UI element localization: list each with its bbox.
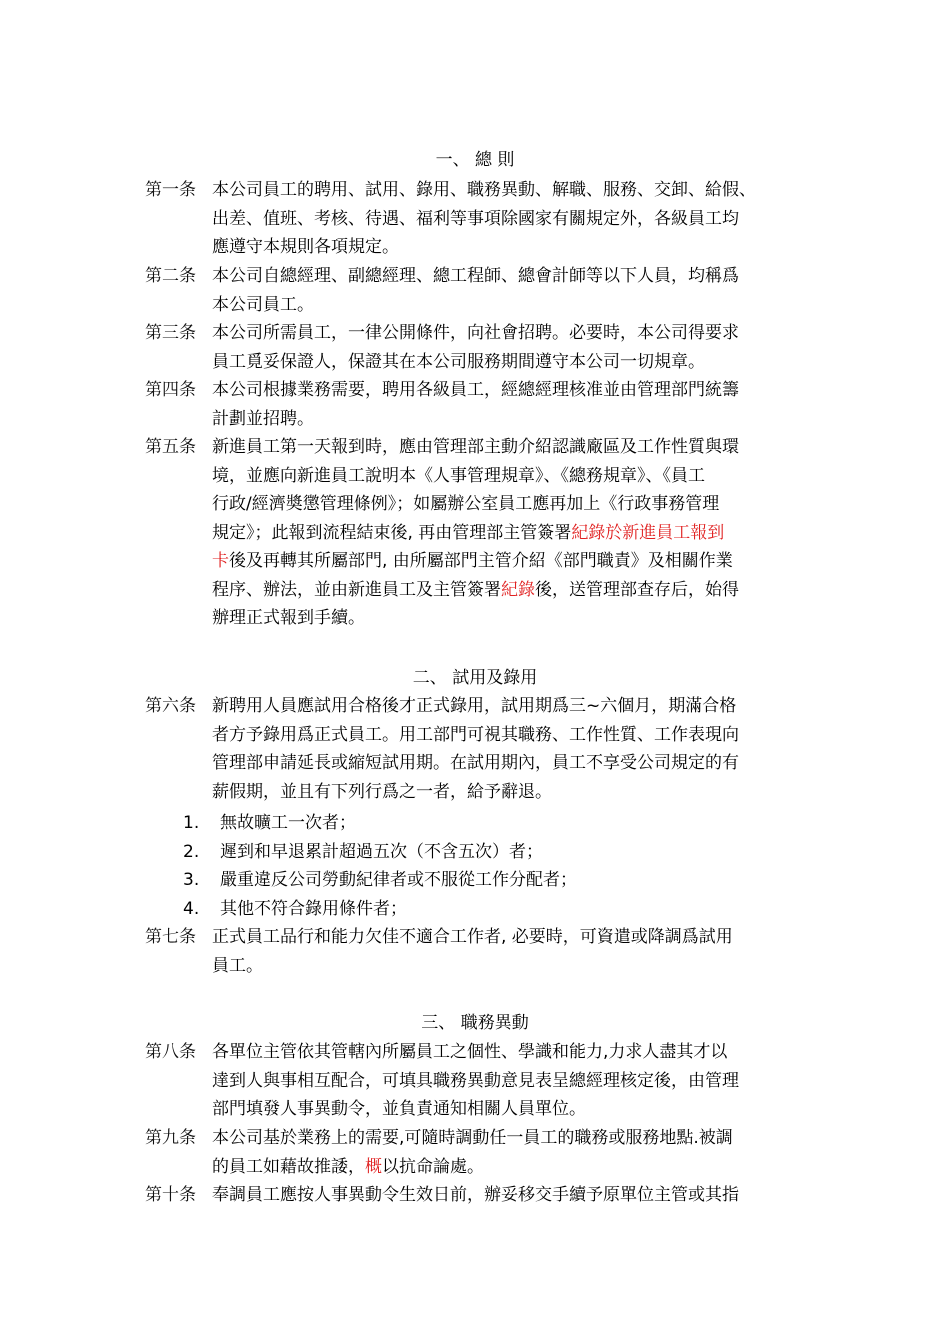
article-label: 第三条	[145, 323, 196, 343]
article-line	[212, 348, 822, 377]
article-line	[212, 433, 822, 462]
article-body	[212, 319, 822, 376]
article-line	[212, 952, 822, 981]
list-item-number: 4.	[183, 899, 200, 919]
article-body	[212, 1181, 822, 1210]
article-body	[212, 1124, 822, 1181]
list-item-number: 1.	[183, 813, 200, 833]
article-text: 管理部申請延長或縮短試用期。在試用期內，員工不享受公司規定的有	[212, 753, 739, 773]
highlighted-text: 卡	[212, 551, 229, 571]
section-heading-general: 一、 總 則	[435, 150, 515, 170]
article-line	[212, 1153, 822, 1182]
article-text: 正式員工品行和能力欠佳不適合工作者, 必要時，可資遣或降調爲試用	[212, 927, 733, 947]
article-line	[212, 519, 822, 548]
list-item-text: 無故曠工一次者；	[220, 813, 356, 833]
article-body	[212, 692, 822, 806]
article-line	[212, 1038, 822, 1067]
article-text: 本公司基於業務上的需要,可隨時調動任一員工的職務或服務地點.被調	[212, 1128, 733, 1148]
article-body	[212, 176, 822, 262]
list-item-number: 2.	[183, 842, 200, 862]
highlighted-text: 紀錄於新進員工報到	[571, 522, 725, 543]
article-line	[212, 576, 822, 605]
article-text: 以抗命論處。	[382, 1156, 484, 1177]
highlighted-text: 紀錄	[501, 579, 535, 600]
article-text: 本公司根據業務需要，聘用各級員工，經總經理核准並由管理部門統籌	[212, 380, 739, 400]
article-text: 部門填發人事異動令，並負責通知相關人員單位。	[212, 1099, 586, 1119]
article-label: 第二条	[145, 266, 196, 286]
article-text: 本公司員工。	[212, 294, 314, 315]
article-line	[212, 749, 822, 778]
article-text: 新進員工第一天報到時，應由管理部主動介紹認識廠區及工作性質與環	[212, 437, 739, 457]
article-text: 奉調員工應按人事異動令生效日前，辦妥移交手續予原單位主管或其指	[212, 1185, 739, 1205]
article-text: 本公司員工的聘用、試用、錄用、職務異動、解職、服務、交卸、給假、	[212, 180, 756, 200]
article-text: 達到人與事相互配合，可填具職務異動意見表呈總經理核定後，由管理	[212, 1070, 739, 1091]
article-text: 的員工如藉故推諉，	[212, 1156, 365, 1177]
article-line	[212, 547, 822, 576]
list-item-text: 其他不符合錄用條件者；	[220, 899, 407, 919]
article-text: 計劃並招聘。	[212, 408, 314, 429]
article-line	[212, 604, 822, 633]
article-label: 第五条	[145, 437, 196, 457]
article-line	[212, 176, 822, 205]
article-text: 應遵守本規則各項規定。	[212, 237, 399, 257]
article-text: 員工。	[212, 955, 263, 976]
article-text: 境，並應向新進員工說明本《人事管理規章》、《總務規章》、《員工	[212, 465, 705, 486]
article-line	[212, 721, 822, 750]
list-item-text: 嚴重違反公司勞動紀律者或不服從工作分配者；	[220, 870, 577, 890]
article-label: 第七条	[145, 927, 196, 947]
article-line	[212, 923, 822, 952]
article-text: 員工覓妥保證人，保證其在本公司服務期間遵守本公司一切規章。	[212, 351, 705, 372]
article-text: 行政/經濟奬懲管理條例》；如屬辦公室員工應再加上《行政事務管理	[212, 494, 720, 514]
article-label: 第六条	[145, 696, 196, 716]
article-line	[212, 1124, 822, 1153]
list-item-text: 遲到和早退累計超過五次（不含五次）者；	[220, 842, 543, 862]
article-body	[212, 262, 822, 319]
list-item	[183, 809, 783, 837]
article-text: 薪假期，並且有下列行爲之一者，給予辭退。	[212, 781, 552, 802]
article-line	[212, 233, 822, 262]
article-line	[212, 462, 822, 491]
article-line	[212, 262, 822, 291]
article-text: 本公司所需員工，一律公開條件，向社會招聘。必要時，本公司得要求	[212, 323, 739, 343]
article-line	[212, 692, 822, 721]
article-line	[212, 1067, 822, 1096]
list-item-number: 3.	[183, 870, 200, 890]
article-body	[212, 923, 822, 980]
article-line	[212, 1095, 822, 1124]
article-text: 辦理正式報到手續。	[212, 608, 365, 628]
article-text: 本公司自總經理、副總經理、總工程師、總會計師等以下人員，均稱爲	[212, 266, 739, 286]
article-label: 第八条	[145, 1042, 196, 1062]
article-line	[212, 490, 822, 519]
article-label: 第九条	[145, 1128, 196, 1148]
article-text: 各單位主管依其管轄內所屬員工之個性、學識和能力,力求人盡其才以	[212, 1042, 728, 1062]
article-line	[212, 205, 822, 234]
article-line	[212, 1181, 822, 1210]
section-heading-probation: 二、 試用及錄用	[412, 668, 538, 688]
article-label: 第一条	[145, 180, 196, 200]
article-line	[212, 319, 822, 348]
article-line	[212, 405, 822, 434]
article-text: 程序、辦法，並由新進員工及主管簽署	[212, 579, 501, 600]
section-heading-transfer: 三、 職務異動	[421, 1013, 529, 1033]
article-text: 新聘用人員應試用合格後才正式錄用，試用期爲三~六個月，期滿合格	[212, 696, 737, 716]
article-body	[212, 1038, 822, 1124]
article-label: 第十条	[145, 1185, 196, 1205]
list-item	[183, 866, 783, 894]
highlighted-text: 概	[365, 1156, 382, 1177]
article-text: 後，送管理部查存后，始得	[535, 579, 739, 600]
article-line	[212, 376, 822, 405]
list-item	[183, 895, 783, 923]
article-line	[212, 291, 822, 320]
article-label: 第四条	[145, 380, 196, 400]
article-text: 規定》；此報到流程結束後, 再由管理部主管簽署	[212, 522, 572, 543]
article-text: 後及再轉其所屬部門, 由所屬部門主管介紹《部門職責》及相關作業	[229, 551, 733, 571]
article-body	[212, 433, 822, 633]
article-line	[212, 778, 822, 807]
article-body	[212, 376, 822, 433]
article-text: 者方予錄用爲正式員工。用工部門可視其職務、工作性質、工作表現向	[212, 724, 739, 745]
list-item	[183, 838, 783, 866]
article-text: 出差、值班、考核、待遇、福利等事項除國家有關規定外，各級員工均	[212, 208, 739, 229]
